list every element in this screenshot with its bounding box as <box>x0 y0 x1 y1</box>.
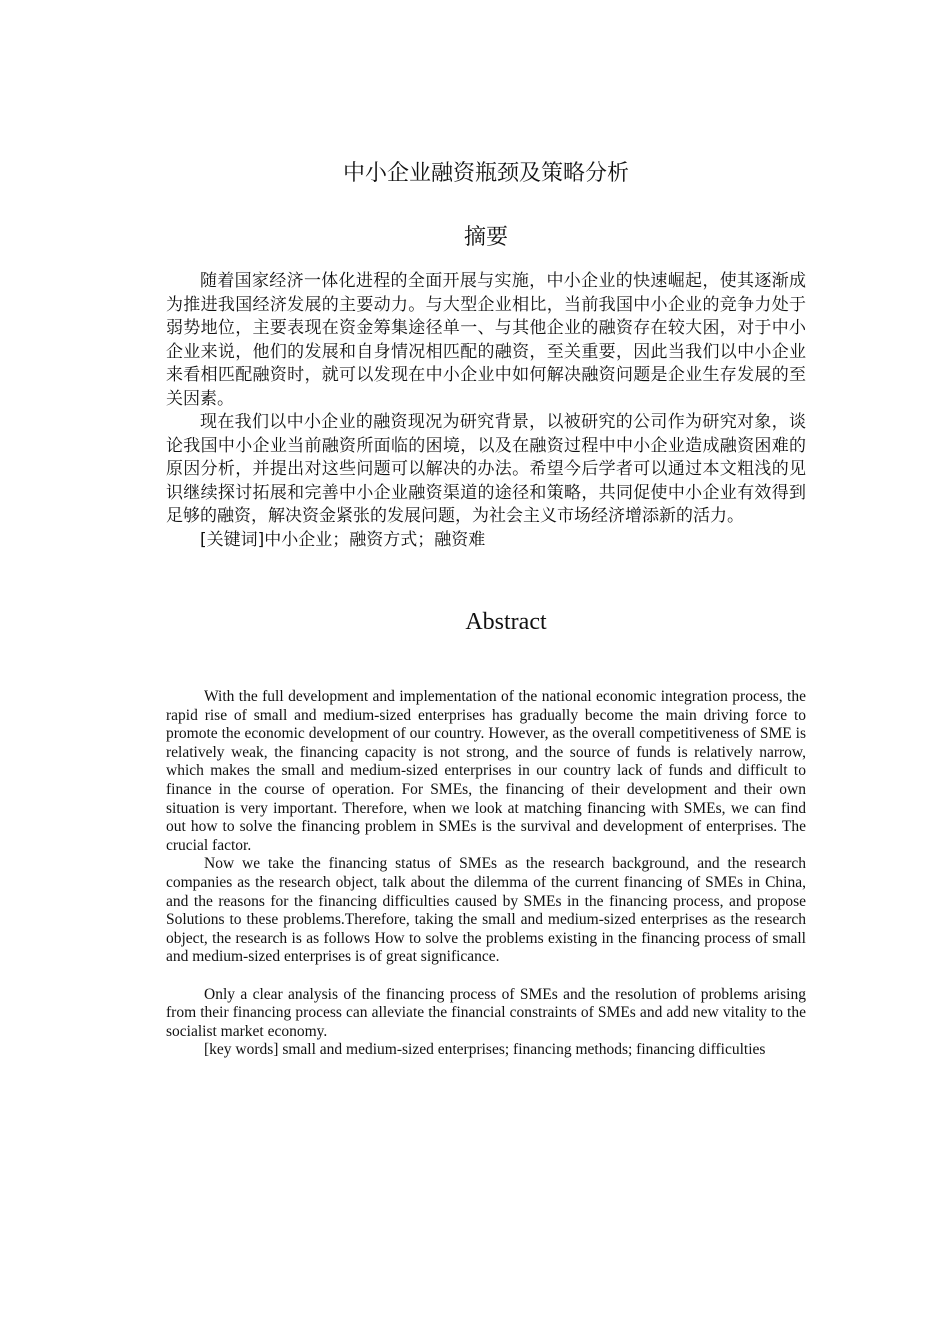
chinese-keywords <box>166 529 806 553</box>
chinese-paragraph: 随着国家经济一体化进程的全面开展与实施，中小企业的快速崛起，使其逐渐成为推进我国经济发展的主要动力。与大型企业相比，当前我国中小企业的竞争力处于弱势地位，主要表现在资金筹集途径单一、与其他企业的融资存在较大困，对于中小企业来说，他们的发展和自身情况相匹配的融资，至关重要，因此当我们以中小企业来看相匹配融资时，就可以发现在中小企业中如何解决融资问题是企业生存发展的至关因素。 <box>166 271 806 409</box>
chinese-keywords-label: [关键词] <box>200 529 265 550</box>
english-keywords: [key words] small and medium-sized enterprises; financing methods; financing difficulties <box>204 1041 766 1059</box>
chinese-paragraph: 现在我们以中小企业的融资现况为研究背景，以被研究的公司作为研究对象，谈论我国中小企业当前融资所面临的困境，以及在融资过程中中小企业造成融资困难的原因分析，并提出对这些问题可以解决的办法。希望今后学者可以通过本文粗浅的见识继续探讨拓展和完善中小企业融资渠道的途径和策略，共同促使中小企业有效得到足够的融资，解决资金紧张的发展问题，为社会主义市场经济增添新的活力。 <box>166 412 806 526</box>
abstract-heading-chinese: 摘要 <box>463 225 508 250</box>
chinese-abstract-body <box>166 270 806 552</box>
chinese-keywords-text: 中小企业；融资方式；融资难 <box>264 529 486 550</box>
abstract-heading-english: Abstract <box>465 609 547 635</box>
english-paragraph: Now we take the financing status of SMEs as the research background, and the research companies as the research object, talk about the dilemma of the current financing of SMEs in China, and the reasons for the financing difficulties caused by SMEs in the financing process, and propose Solutions to these problems.Therefore, taking the small and medium-sized enterprises as the research object, the research is as follows How to solve the problems existing in the financing process of small and medium-sized enterprises is of great significance. <box>166 855 806 966</box>
english-paragraph: Only a clear analysis of the financing process of SMEs and the resolution of problems arising from their financing process can alleviate the financial constraints of SMEs and add new vitality to the socialist market economy. <box>166 985 806 1040</box>
english-paragraph: With the full development and implementation of the national economic integration process, the rapid rise of small and medium-sized enterprises has gradually become the main driving force to promote the economic development of our country. However, as the overall competitiveness of SME is relatively weak, the financing capacity is not strong, and the source of funds is relatively narrow, which makes the small and medium-sized enterprises in our country lack of funds and difficult to finance in the course of operation. For SMEs, the financing of their development and their own situation is very important. Therefore, when we look at matching financing with SMEs, we can find out how to solve the financing problem in SMEs is the survival and development of enterprises. The crucial factor. <box>166 688 806 854</box>
document-title: 中小企业融资瓶颈及策略分析 <box>342 161 629 186</box>
english-abstract-body <box>166 688 806 1060</box>
